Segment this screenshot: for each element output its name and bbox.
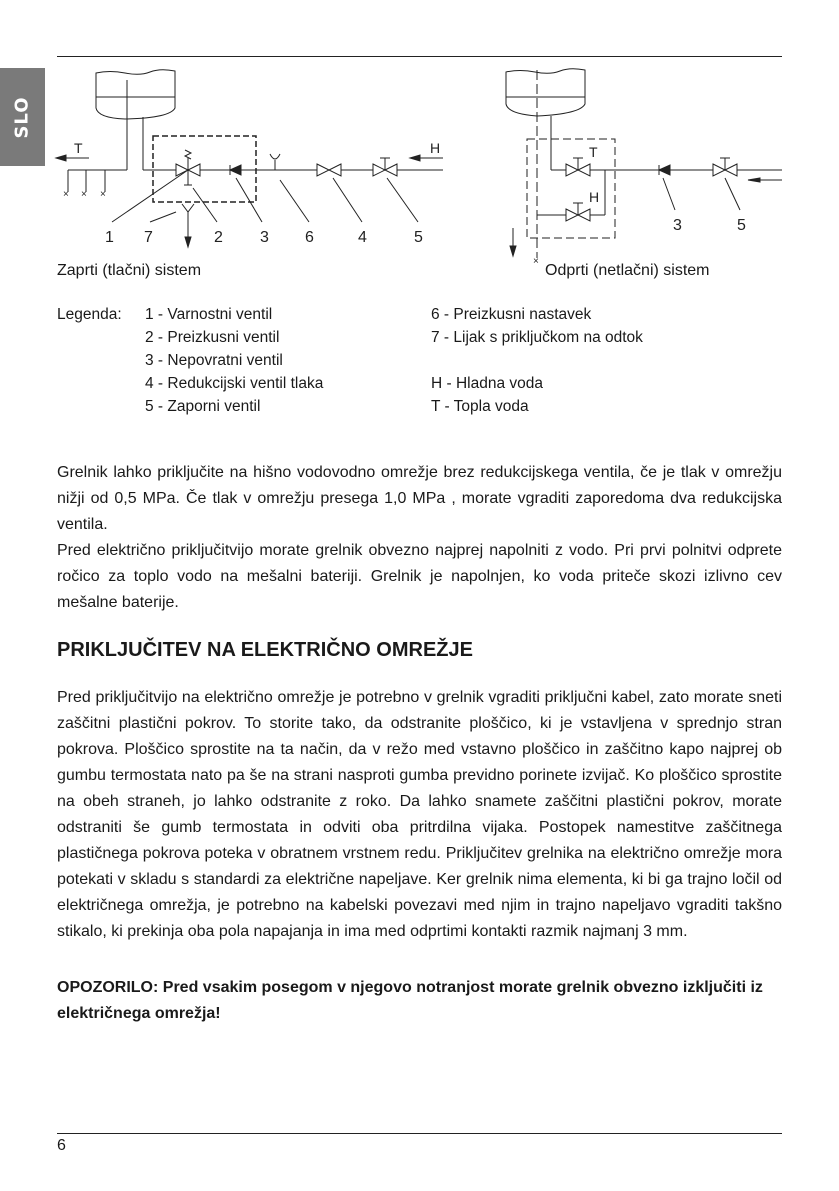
open-system-caption: Odprti (netlačni) sistem <box>545 262 710 279</box>
legend-item: H - Hladna voda <box>431 375 544 392</box>
paragraph-filling: Pred električno priključitvijo morate grelnik obvezno najprej napolniti z vodo. Pri prvi polnitvi odprete ročico za toplo vodo na mešalni bateriji. Grelnik je napolnjen, ko voda priteče skozi izlivno cev mešalne baterije. <box>57 542 782 611</box>
footer-rule <box>57 1133 782 1134</box>
intro-paragraphs <box>57 460 782 616</box>
legend-item: 5 - Zaporni ventil <box>145 398 261 415</box>
legend-left-column <box>145 303 323 418</box>
open-system-diagram <box>506 69 782 267</box>
svg-text:3: 3 <box>673 217 682 234</box>
plumbing-diagram <box>0 40 839 280</box>
svg-text:T: T <box>74 140 83 156</box>
legend-item: 3 - Nepovratni ventil <box>145 352 283 369</box>
svg-text:5: 5 <box>737 217 746 234</box>
language-tab-label: SLO <box>12 95 33 139</box>
svg-text:H: H <box>589 189 600 205</box>
svg-text:H: H <box>430 140 441 156</box>
legend-item: 7 - Lijak s priključkom na odtok <box>431 329 643 346</box>
svg-text:×: × <box>533 256 539 267</box>
svg-text:2: 2 <box>214 229 223 246</box>
paragraph-pressure: Grelnik lahko priključite na hišno vodovodno omrežje brez redukcijskega ventila, če je tlak v omrežju nižji od 0,5 MPa. Če tlak v omrežju presega 1,0 MPa , morate vgraditi zaporedoma dva redukcijska ventila. <box>57 464 782 533</box>
legend-item: 1 - Varnostni ventil <box>145 306 273 323</box>
electrical-paragraph: Pred priključitvijo na električno omrežje je potrebno v grelnik vgraditi priključni kabel, zato morate sneti zaščitni plastični pokrov. To storite tako, da odstranite ploščico, ki je vstavljena v sprednjo stran pokrova. Ploščico sprostite na ta način, da v režo med vstavno ploščico in zaščitno kapo najprej ob gumbu termostata nato pa še na strani nasproti gumba previdno porinete izvijač. Ko ploščico sprostite na obeh straneh, jo lahko odstranite z roko. Da lahko snamete zaščitni plastični pokrov, morate odstraniti še gumb termostata in odviti oba pritrdilna vijaka. Postopek namestitve zaščitnega plastičnega pokrova poteka v obratnem vrstnem redu. Priključitev grelnika na električno omrežje mora potekati v skladu s standardi za električne napeljave. Ker grelnik nima elementa, ki bi ga trajno ločil od električnega omrežja, je potrebno na kabelski povezavi med njim in trajno napeljavo vgraditi takšno stikalo, ki prekinja oba pola napajanja in ima med odprtimi kontakti razmik najmanj 3 mm. <box>57 689 782 940</box>
svg-text:1: 1 <box>105 229 114 246</box>
svg-text:T: T <box>589 144 598 160</box>
section-heading: PRIKLJUČITEV NA ELEKTRIČNO OMREŽJE <box>57 639 473 661</box>
page-number: 6 <box>57 1137 66 1154</box>
legend-item: 4 - Redukcijski ventil tlaka <box>145 375 324 392</box>
legend-right-column <box>431 303 643 418</box>
svg-text:4: 4 <box>358 229 367 246</box>
legend-title: Legenda: <box>57 306 122 323</box>
legend-item: 2 - Preizkusni ventil <box>145 329 280 346</box>
svg-text:7: 7 <box>144 229 153 246</box>
legend-item: T - Topla voda <box>431 398 529 415</box>
closed-system-diagram <box>56 70 443 247</box>
warning-note: OPOZORILO: Pred vsakim posegom v njegovo notranjost morate grelnik obvezno izključiti iz električnega omrežja! <box>57 979 763 1022</box>
closed-system-caption: Zaprti (tlačni) sistem <box>57 262 202 279</box>
svg-text:5: 5 <box>414 229 423 246</box>
legend-item: 6 - Preizkusni nastavek <box>431 306 592 323</box>
svg-text:×: × <box>100 189 106 200</box>
svg-text:6: 6 <box>305 229 314 246</box>
svg-text:×: × <box>81 189 87 200</box>
legend-item <box>431 349 643 372</box>
svg-text:3: 3 <box>260 229 269 246</box>
svg-text:×: × <box>63 189 69 200</box>
